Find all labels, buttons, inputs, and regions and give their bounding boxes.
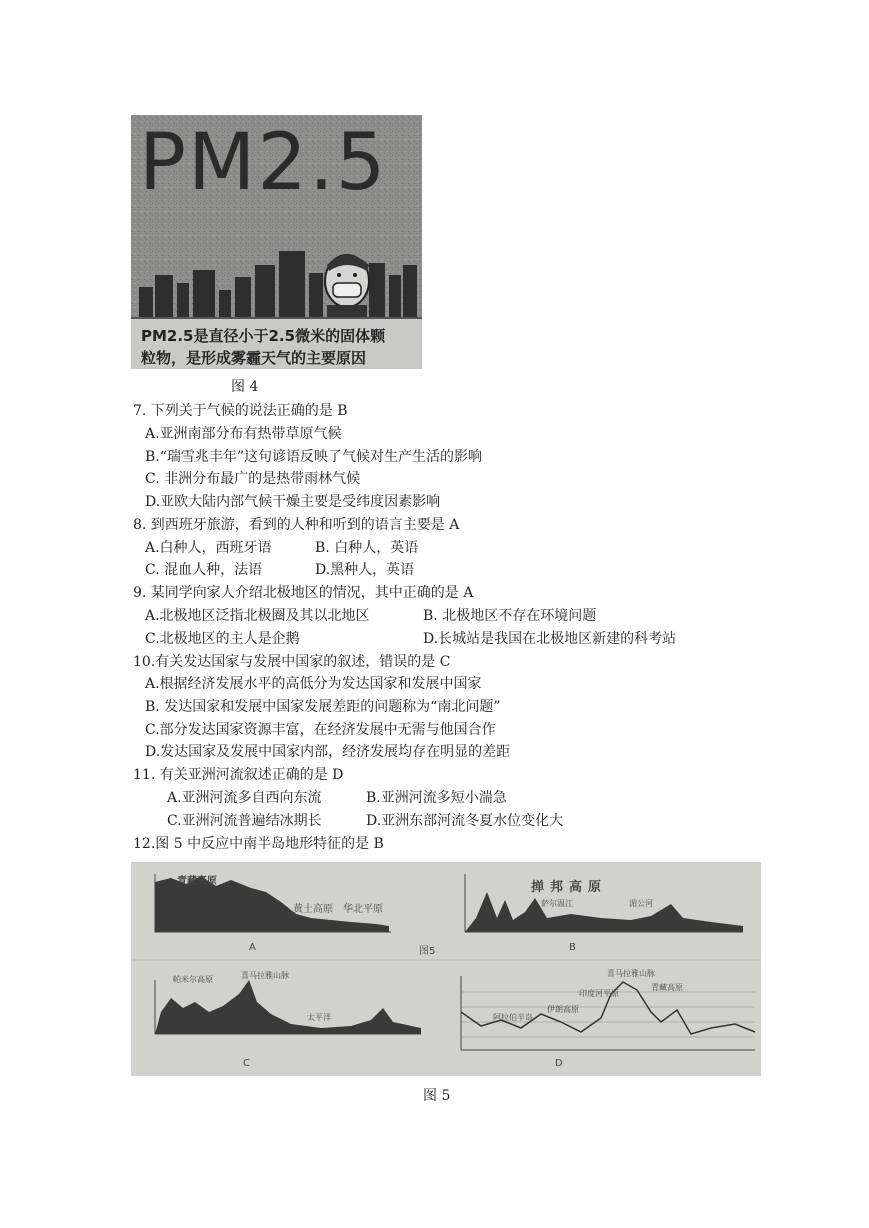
panel-b-label-2: 萨尔温江 (541, 899, 573, 908)
pm25-title: PM2.5 (139, 118, 388, 208)
panel-b-label-3: 湄公河 (629, 899, 653, 908)
panel-c-label-3: 太平洋 (307, 1013, 331, 1022)
question-9-option-b: B. 北极地区不存在环境问题 (423, 608, 597, 624)
question-8-option-d: D.黑种人，英语 (315, 562, 415, 578)
masked-person-illustration (325, 255, 369, 317)
question-10-option-d: D.发达国家及发展中国家内部，经济发展均存在明显的差距 (145, 744, 511, 760)
question-11-option-b: B.亚洲河流多短小湍急 (366, 790, 507, 806)
question-11-stem: 11. 有关亚洲河流叙述正确的是 D (133, 767, 344, 783)
panel-c-id: C (243, 1058, 250, 1069)
question-8-option-c: C. 混血人种，法语 (145, 562, 263, 578)
question-10-option-a: A.根据经济发展水平的高低分为发达国家和发展中国家 (145, 676, 482, 692)
question-9-option-a: A.北极地区泛指北极圈及其以北地区 (145, 608, 370, 624)
panel-c-label-2: 喜马拉雅山脉 (241, 971, 289, 980)
panel-d-label-1: 阿拉伯半岛 (493, 1013, 533, 1022)
figure-4-label: 图 4 (231, 379, 259, 395)
question-11-option-a: A.亚洲河流多自西向东流 (167, 790, 322, 806)
question-10-stem: 10.有关发达国家与发展中国家的叙述，错误的是 C (133, 654, 451, 670)
panel-b-id: B (569, 942, 576, 953)
panel-d-label-3: 印度河平原 (579, 989, 619, 998)
question-7-option-a: A.亚洲南部分布有热带草原气候 (145, 426, 342, 442)
terrain-profiles-figure (131, 862, 761, 1076)
question-11-option-c: C.亚洲河流普遍结冰期长 (167, 813, 322, 829)
question-9-option-d: D.长城站是我国在北极地区新建的科考站 (423, 631, 677, 647)
panel-a-label-3: 华北平原 (343, 904, 383, 915)
panel-c-label-1: 帕米尔高原 (173, 975, 213, 984)
pm25-figure (131, 115, 422, 369)
pm25-caption-line-1: PM2.5是直径小于2.5微米的固体颗 (141, 327, 386, 345)
panel-d-label-2: 伊朗高原 (547, 1005, 579, 1014)
question-8-option-b: B. 白种人，英语 (315, 540, 419, 556)
panel-a-id: A (249, 942, 256, 953)
figure-5-label: 图 5 (423, 1088, 451, 1104)
question-7-option-b: B.“瑞雪兆丰年”这句谚语反映了气候对生产生活的影响 (145, 449, 483, 465)
figure-5-inner-label: 图5 (419, 946, 436, 957)
question-7-stem: 7. 下列关于气候的说法正确的是 B (133, 403, 348, 419)
question-8-option-a: A.白种人，西班牙语 (145, 540, 272, 556)
question-7-option-d: D.亚欧大陆内部气候干燥主要是受纬度因素影响 (145, 494, 441, 510)
question-7-option-c: C. 非洲分布最广的是热带雨林气候 (145, 471, 361, 487)
pm25-caption-line-2: 粒物，是形成雾霾天气的主要原因 (141, 349, 367, 367)
panel-b-label-1: 掸邦高原 (531, 880, 608, 895)
panel-d-label-4: 喜马拉雅山脉 (607, 969, 655, 978)
question-9-option-c: C.北极地区的主人是企鹅 (145, 631, 300, 647)
question-11-option-d: D.亚洲东部河流冬夏水位变化大 (366, 813, 564, 829)
terrain-profiles-drawing (131, 862, 761, 1076)
panel-a-label-2: 黄土高原 (293, 904, 333, 915)
question-10-option-c: C.部分发达国家资源丰富，在经济发展中无需与他国合作 (145, 722, 496, 738)
panel-d-label-5: 青藏高原 (651, 983, 683, 992)
panel-d-id: D (555, 1058, 563, 1069)
panel-a-label-1: 青藏高原 (177, 876, 217, 887)
question-10-option-b: B. 发达国家和发展中国家发展差距的问题称为“南北问题” (145, 699, 501, 715)
question-12-stem: 12.图 5 中反应中南半岛地形特征的是 B (133, 836, 384, 852)
question-8-stem: 8. 到西班牙旅游，看到的人种和听到的语言主要是 A (133, 517, 460, 533)
question-9-stem: 9. 某同学向家人介绍北极地区的情况，其中正确的是 A (133, 585, 474, 601)
